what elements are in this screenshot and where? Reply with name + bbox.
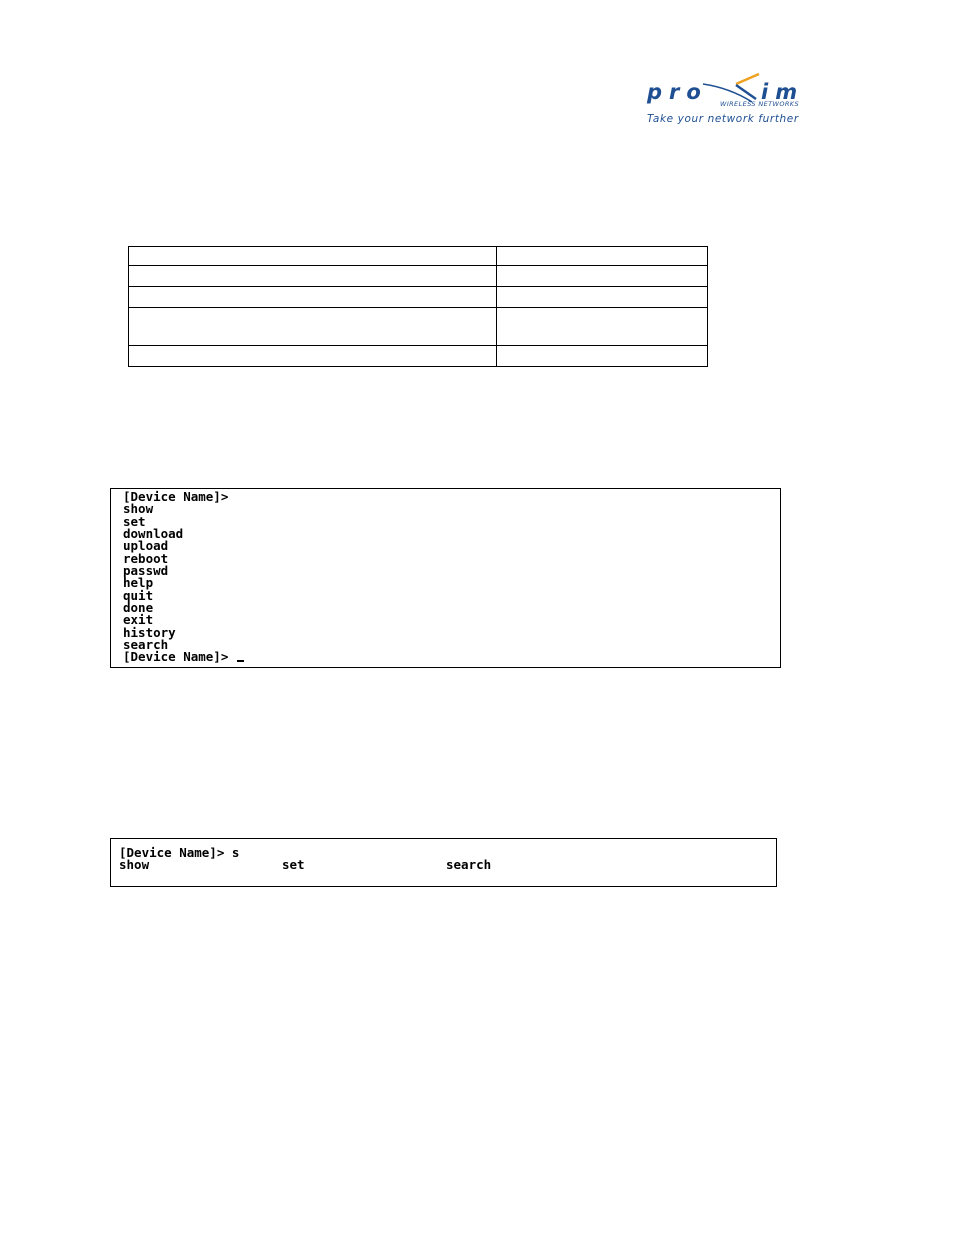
cli-command-search: search: [123, 637, 169, 653]
cli-command-done: done: [123, 600, 154, 616]
proxim-logo-mark: [640, 68, 810, 112]
cursor-icon: [237, 660, 244, 662]
cli-command-upload: upload: [123, 538, 169, 554]
table-cell: [497, 247, 708, 266]
document-table: [128, 246, 708, 367]
cli-command-set: set: [123, 513, 146, 529]
table-cell: [129, 287, 497, 308]
completion-show: show: [119, 857, 150, 873]
cli-input-line: [Device Name]> s: [119, 845, 240, 860]
table-cell: [497, 308, 708, 346]
table-cell: [497, 346, 708, 367]
cli-command-history: history: [123, 624, 176, 640]
table-row: [129, 266, 708, 287]
completion-search: search: [446, 857, 492, 873]
table-cell: [129, 346, 497, 367]
table-cell: [497, 266, 708, 287]
table-row: [129, 346, 708, 367]
table-row: [129, 308, 708, 346]
table-cell: [129, 308, 497, 346]
cli-completions: [119, 857, 492, 873]
cli-command-passwd: passwd: [123, 563, 169, 579]
cli-command-download: download: [123, 526, 184, 542]
cli-command-exit: exit: [123, 612, 154, 628]
svg-text:pro: pro: [647, 80, 708, 104]
completion-set: set: [282, 857, 305, 873]
cli-help-screenshot: [110, 488, 781, 668]
cli-command-quit: quit: [123, 587, 154, 603]
table-cell: [129, 266, 497, 287]
cli-command-show: show: [123, 501, 154, 517]
logo-subtitle: WIRELESS NETWORKS: [720, 100, 799, 108]
cli-command-help: help: [123, 575, 154, 591]
table-cell: [129, 247, 497, 266]
cli-prompt-line: [Device Name]>: [123, 489, 229, 504]
svg-text:im: im: [761, 80, 805, 104]
cli-output: [119, 845, 492, 873]
cli-completion-screenshot: [110, 838, 777, 887]
logo-tagline: Take your network further: [647, 113, 799, 125]
cli-command-reboot: reboot: [123, 550, 169, 566]
cli-output: [123, 491, 244, 664]
table-row: [129, 287, 708, 308]
cli-active-prompt: [123, 651, 244, 663]
table-row: [129, 247, 708, 266]
table-cell: [497, 287, 708, 308]
cli-prompt-text: [Device Name]>: [123, 649, 236, 665]
proxim-logo: [640, 68, 810, 132]
